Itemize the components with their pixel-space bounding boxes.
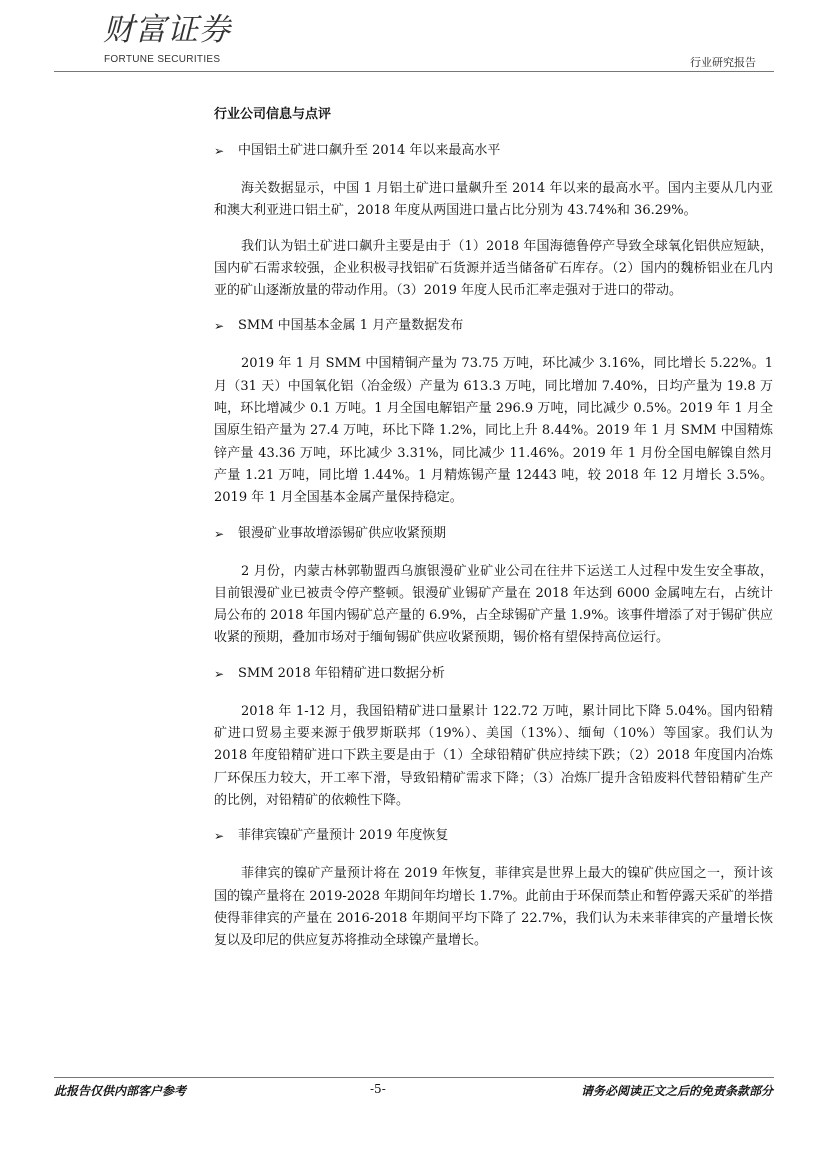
news-item-title [214,663,773,685]
news-item-title [214,140,773,162]
bullet-arrow-icon: ➢ [214,666,225,681]
bullet-arrow-icon: ➢ [214,144,225,158]
header-divider [54,71,774,72]
paragraph: 2019 年 1 月 SMM 中国精铜产量为 73.75 万吨，环比减少 3.16%，同比增长 5.22%。1 月（31 天）中国氧化铝（冶金级）产量为 613.3 万吨，同比增加 7.40%，日均产量为 19.8 万吨，环比增减少 0.1 万吨。1 月全国电解铝产量 296.9 万吨，同比减少 0.5%。2019 年 1 月全国原生铅产量为 27.4 万吨，环比下降 1.2%，同比上升 8.44%。2019 年 1 月 SMM 中国精炼锌产量 43.36 万吨，环比减少 3.31%，同比减少 11.46%。2019 年 1 月份全国电解镍自然月产量 1.21 万吨，同比增 1.44%。1 月精炼锡产量 12443 吨，较 2018 年 12 月增长 3.5%。2019 年 1 月全国基本金属产量保持稳定。 [214,356,773,506]
bullet-arrow-icon: ➢ [214,829,225,844]
company-logo-english: FORTUNE SECURITIES [104,54,221,65]
news-item-title-text: 中国铝土矿进口飙升至 2014 年以来最高水平 [238,143,501,158]
main-content [214,104,773,965]
paragraph: 海关数据显示，中国 1 月铝土矿进口量飙升至 2014 年以来的最高水平。国内主要从几内亚和澳大利亚进口铝土矿，2018 年度从两国进口量占比分别为 43.74%和 36.29%。 [214,181,773,219]
news-item-title-text: SMM 中国基本金属 1 月产量数据发布 [238,318,464,334]
paragraph: 我们认为铝土矿进口飙升主要是由于（1）2018 年国海德鲁停产导致全球氧化铝供应短缺，国内矿石需求较强，企业积极寻找铝矿石货源并适当储备矿石库存。（2）国内的魏桥铝业在几内亚的矿山逐渐放量的带动作用。（3）2019 年度人民币汇率走强对于进口的带动。 [214,238,773,299]
footer-disclaimer-left: 此报告仅供内部客户参考 [54,1084,187,1098]
report-type-label: 行业研究报告 [690,56,756,69]
paragraph: 菲律宾的镍矿产量预计将在 2019 年恢复，菲律宾是世界上最大的镍矿供应国之一，预计该国的镍产量将在 2019-2028 年期间年均增长 1.7%。此前由于环保而禁止和暂停露天采矿的举措使得菲律宾的产量在 2016-2018 年期间平均下降了 22.7%，我们认为未来菲律宾的产量增长恢复以及印尼的供应复苏将推动全球镍产量增长。 [214,866,773,949]
news-item-title-text: SMM 2018 年铅精矿进口数据分析 [238,665,445,681]
paragraph: 2 月份，内蒙古林郭勒盟西乌旗银漫矿业矿业公司在往井下运送工人过程中发生安全事故，目前银漫矿业已被责令停产整顿。银漫矿业锡矿产量在 2018 年达到 6000 金属吨左右，占统计局公布的 2018 年国内锡矿总产量的 6.9%，占全球锡矿产量 1.9%。该事件增添了对于锡矿供应收紧的预期，叠加市场对于缅甸锡矿供应收紧预期，锡价格有望保持高位运行。 [214,563,773,646]
news-item-title [214,825,773,847]
news-item-title [214,315,773,337]
news-item-title-text: 银漫矿业事故增添锡矿供应收紧预期 [238,525,447,541]
news-item-title [214,523,773,545]
news-item-title-text: 菲律宾镍矿产量预计 2019 年度恢复 [238,828,449,844]
footer-disclaimer-right: 请务必阅读正文之后的免责条款部分 [580,1084,773,1098]
bullet-arrow-icon: ➢ [214,319,225,334]
paragraph: 2018 年 1-12 月，我国铅精矿进口量累计 122.72 万吨，累计同比下降 5.04%。国内铅精矿进口贸易主要来源于俄罗斯联邦（19%）、美国（13%）、缅甸（10%）等国家。我们认为 2018 年度铅精矿进口下跌主要是由于（1）全球铅精矿供应持续下跌；（2）2018 年度国内冶炼厂环保压力较大，开工率下滑，导致铅精矿需求下降；（3）冶炼厂提升含铅废料代替铅精矿生产的比例，对铅精矿的依赖性下降。 [214,703,773,808]
company-logo: 财富证券 [103,12,231,48]
page-number: -5- [370,1082,386,1096]
bullet-arrow-icon: ➢ [214,526,225,541]
page-header [0,0,827,75]
footer-divider [54,1077,774,1078]
section-title: 行业公司信息与点评 [214,107,332,122]
